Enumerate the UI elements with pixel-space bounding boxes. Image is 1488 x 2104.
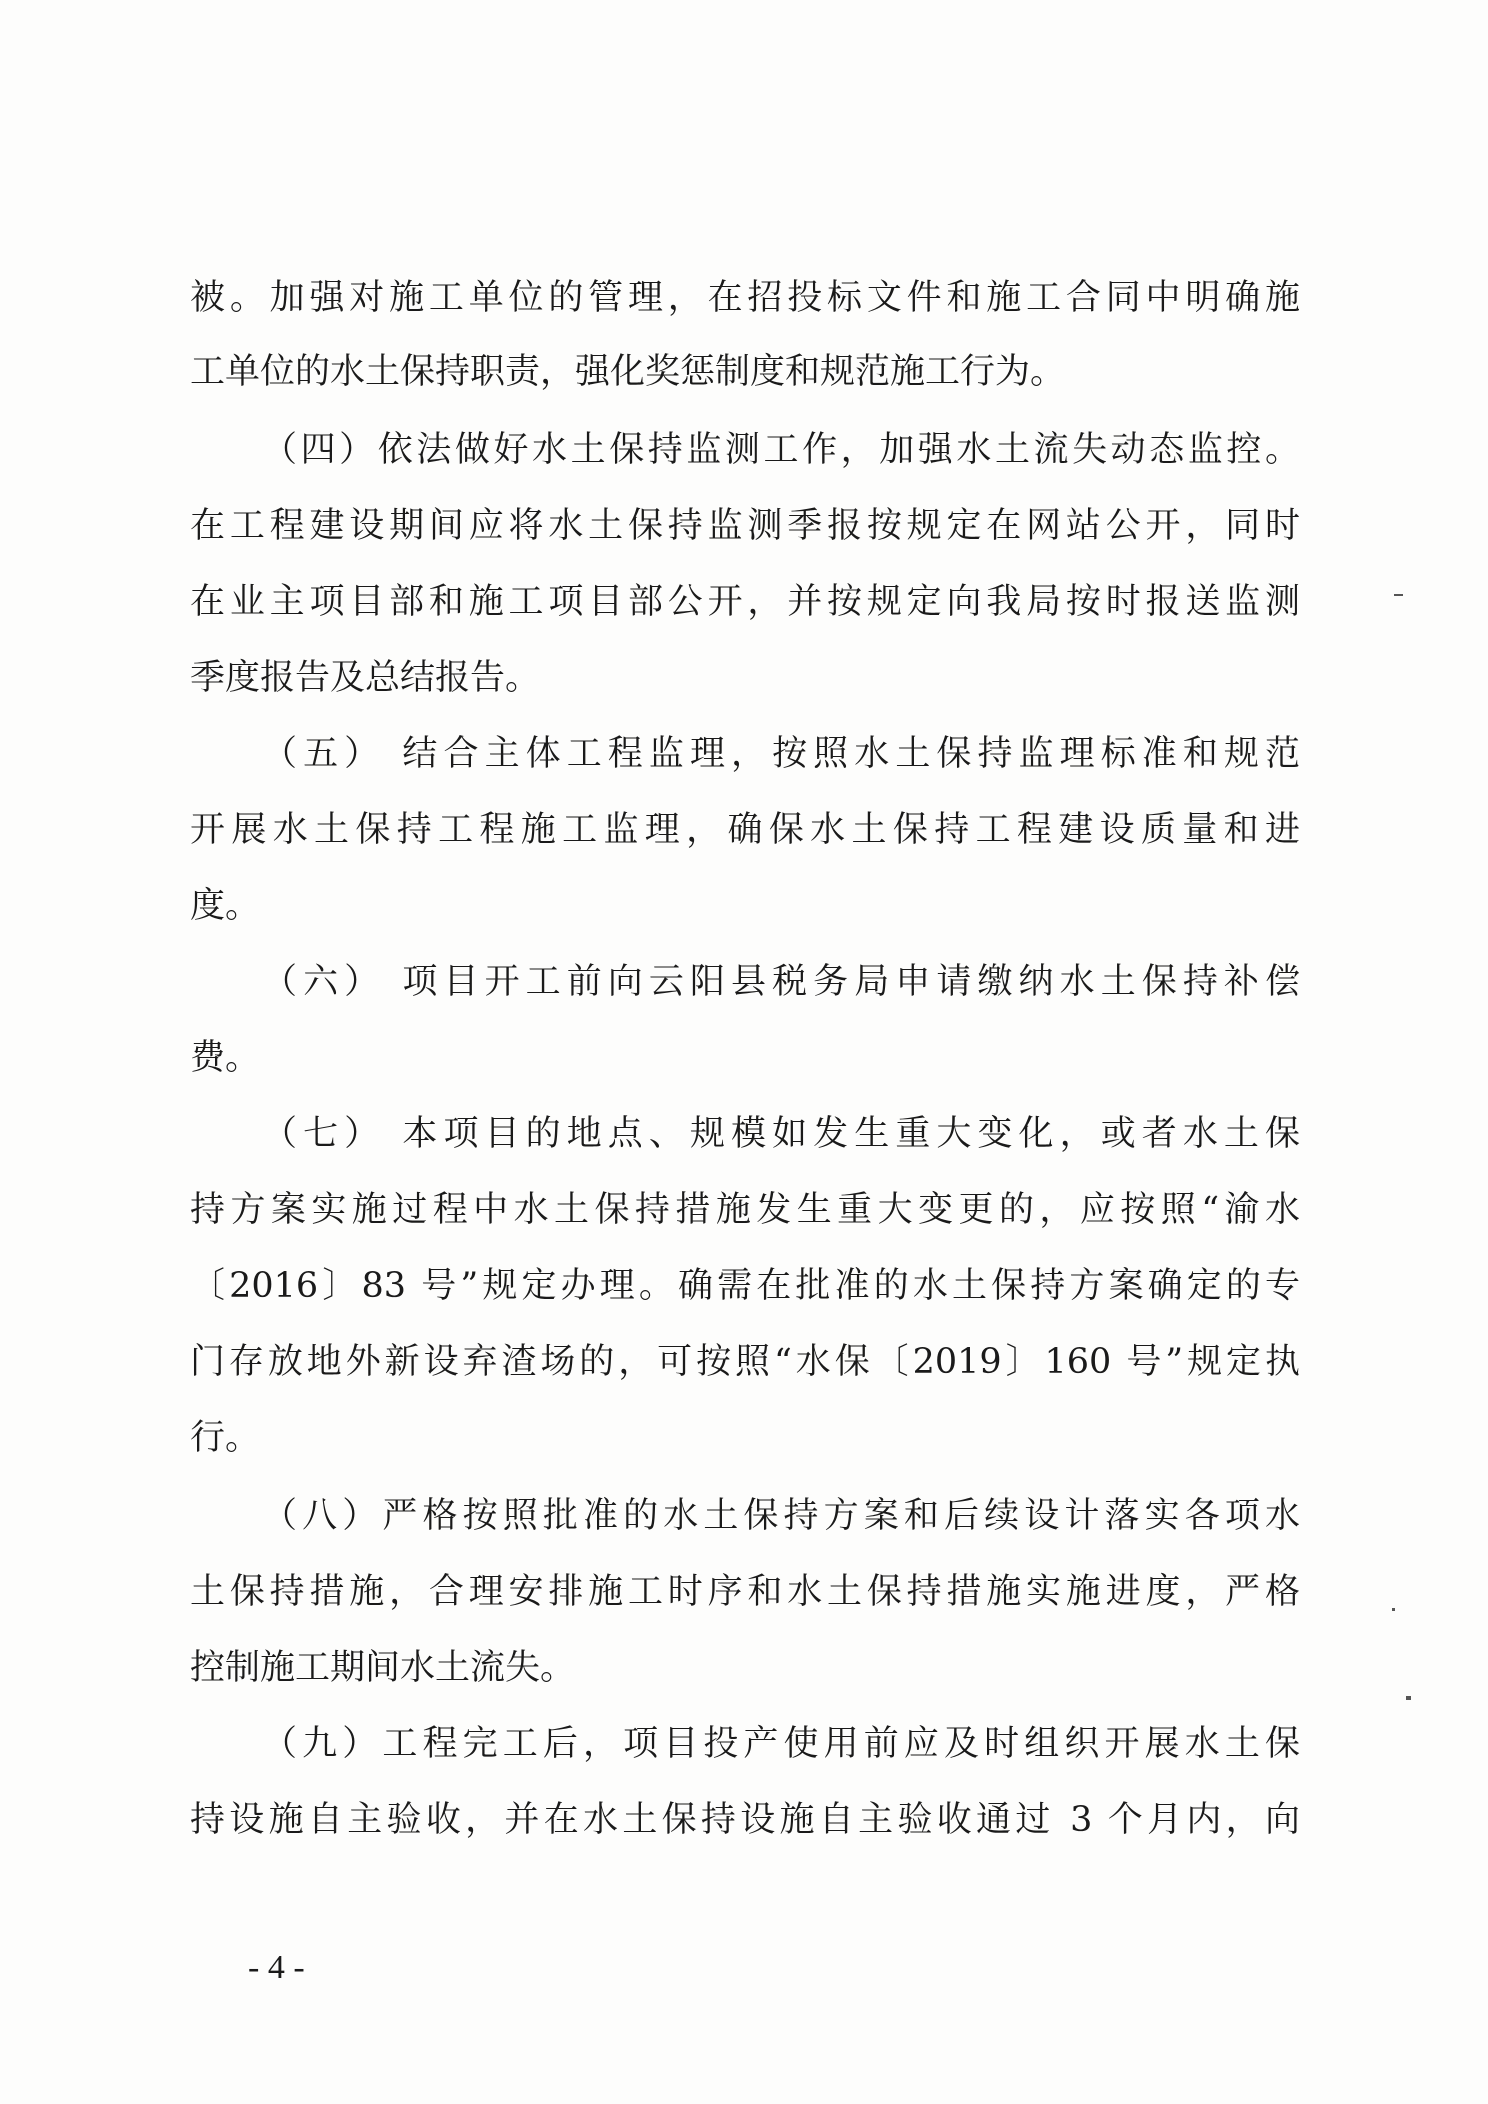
text-line-8: 开展水土保持工程施工监理，确保水土保持工程建设质量和进 (190, 810, 1300, 850)
text-line-10: （六） 项目开工前向云阳县税务局申请缴纳水土保持补偿 (262, 962, 1300, 1002)
text-line-11: 费。 (190, 1038, 261, 1078)
text-line-17: （八）严格按照批准的水土保持方案和后续设计落实各项水 (262, 1496, 1300, 1536)
text-line-21: 持设施自主验收，并在水土保持设施自主验收通过 3 个月内，向 (190, 1800, 1300, 1840)
text-line-1: 被。加强对施工单位的管理，在招投标文件和施工合同中明确施 (190, 278, 1300, 318)
text-line-15: 门存放地外新设弃渣场的，可按照“水保〔2019〕160 号”规定执 (190, 1342, 1300, 1382)
text-line-2: 工单位的水土保持职责，强化奖惩制度和规范施工行为。 (190, 352, 1066, 392)
text-line-14: 〔2016〕83 号”规定办理。确需在批准的水土保持方案确定的专 (190, 1266, 1300, 1306)
scan-speck (1406, 1696, 1411, 1700)
text-line-18: 土保持措施，合理安排施工时序和水土保持措施实施进度，严格 (190, 1572, 1300, 1612)
text-line-3: （四）依法做好水土保持监测工作，加强水土流失动态监控。 (262, 430, 1300, 470)
text-line-13: 持方案实施过程中水土保持措施发生重大变更的，应按照“渝水 (190, 1190, 1300, 1230)
text-line-5: 在业主项目部和施工项目部公开，并按规定向我局按时报送监测 (190, 582, 1300, 622)
text-line-6: 季度报告及总结报告。 (190, 658, 541, 698)
text-line-4: 在工程建设期间应将水土保持监测季报按规定在网站公开，同时 (190, 506, 1300, 546)
text-line-9: 度。 (190, 886, 261, 926)
text-line-16: 行。 (190, 1418, 261, 1458)
text-line-19: 控制施工期间水土流失。 (190, 1648, 576, 1688)
text-line-20: （九）工程完工后，项目投产使用前应及时组织开展水土保 (262, 1724, 1300, 1764)
scan-speck (1392, 1608, 1395, 1611)
scan-speck (1394, 594, 1403, 596)
text-line-7: （五） 结合主体工程监理，按照水土保持监理标准和规范 (262, 734, 1300, 774)
page-number: - 4 - (248, 1949, 305, 1986)
text-line-12: （七） 本项目的地点、规模如发生重大变化，或者水土保 (262, 1114, 1300, 1154)
